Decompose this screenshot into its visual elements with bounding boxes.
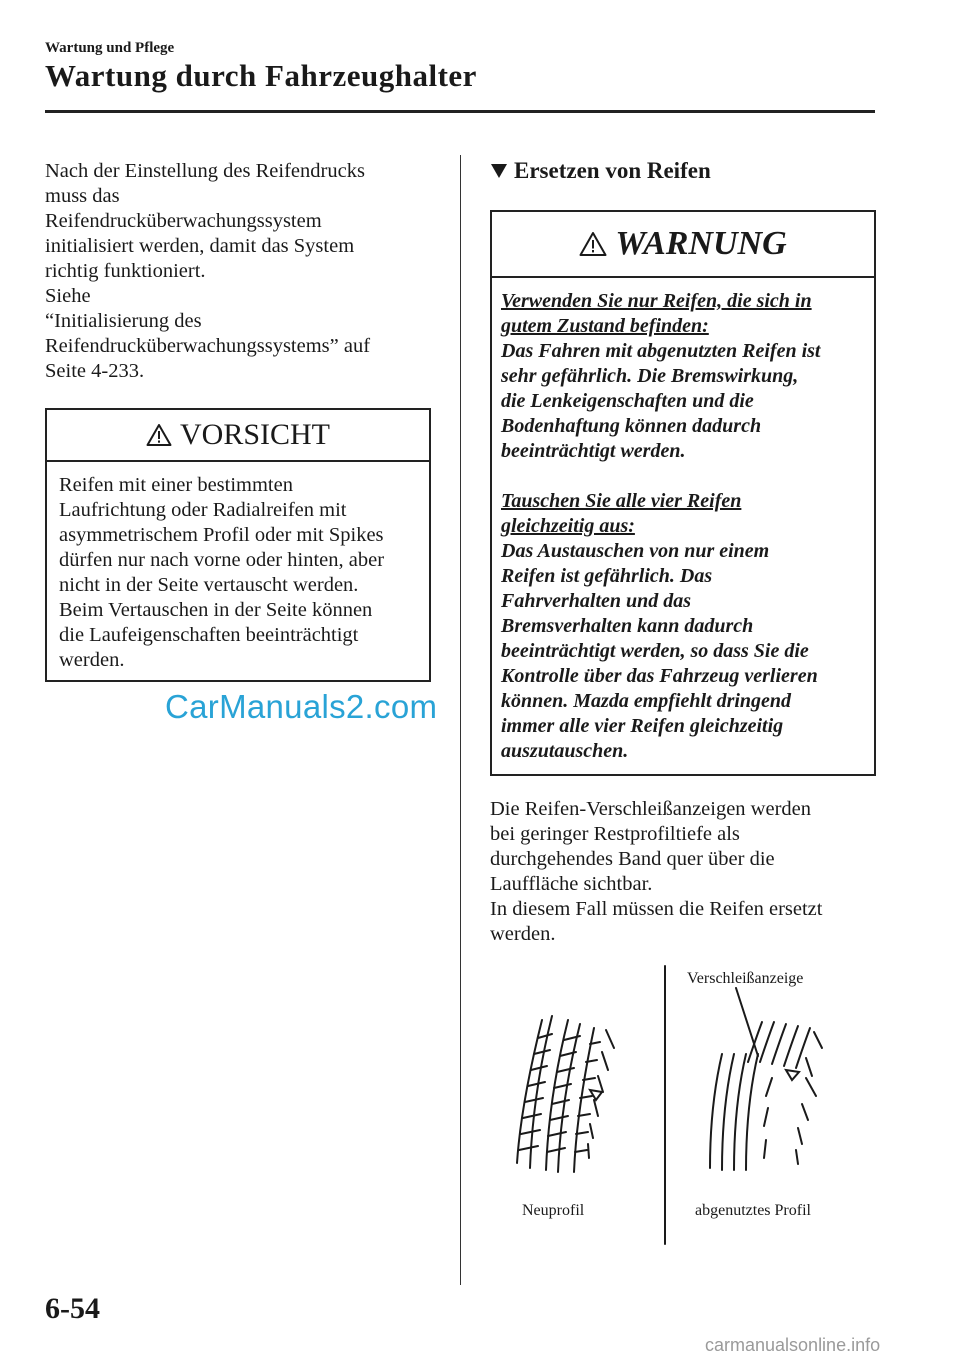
warning-line: Bodenhaftung können dadurch xyxy=(501,415,762,437)
body-line: In diesem Fall müssen die Reifen ersetzt xyxy=(490,898,823,920)
caution-line: Reifen mit einer bestimmten xyxy=(59,474,293,496)
body-line: Lauffläche sichtbar. xyxy=(490,873,653,895)
intro-line: Seite 4-233. xyxy=(45,360,145,382)
new-tread-pattern xyxy=(517,1016,614,1172)
caution-title: VORSICHT xyxy=(179,418,330,451)
intro-line: muss das xyxy=(45,185,120,207)
watermark: CarManuals2.com xyxy=(165,688,438,725)
warning-heading-line: Tauschen Sie alle vier Reifen xyxy=(501,490,742,512)
warning-line: Reifen ist gefährlich. Das xyxy=(501,565,713,587)
section-heading-text: Ersetzen von Reifen xyxy=(514,158,711,183)
warning-line: Das Fahren mit abgenutzten Reifen ist xyxy=(501,340,821,362)
caution-line: asymmetrischem Profil oder mit Spikes xyxy=(59,524,384,546)
column-divider xyxy=(460,155,461,1285)
body-line: bei geringer Restprofiltiefe als xyxy=(490,823,740,845)
intro-line: Siehe xyxy=(45,285,91,307)
title-rule xyxy=(45,110,875,113)
indicator-leader-line xyxy=(736,988,758,1056)
warning-line: Kontrolle über das Fahrzeug verlieren xyxy=(501,665,818,687)
warning-text xyxy=(492,278,874,764)
indicator-label: Verschleißanzeige xyxy=(687,970,804,987)
warning-heading-line: gleichzeitig aus: xyxy=(501,515,635,537)
intro-line: initialisiert werden, damit das System xyxy=(45,235,355,257)
warning-line: die Lenkeigenschaften und die xyxy=(501,390,754,412)
caution-line: die Laufeigenschaften beeinträchtigt xyxy=(59,624,359,646)
worn-tread-label: abgenutztes Profil xyxy=(695,1202,811,1219)
warning-spacer xyxy=(501,464,874,489)
body-paragraph xyxy=(490,797,822,947)
warning-box xyxy=(490,210,876,776)
section-heading xyxy=(490,158,711,184)
page-title: Wartung durch Fahrzeughalter xyxy=(45,58,477,93)
caution-text xyxy=(47,462,429,673)
body-line: Die Reifen-Verschleißanzeigen werden xyxy=(490,798,812,820)
caution-line: nicht in der Seite vertauscht werden. xyxy=(59,574,359,596)
intro-paragraph xyxy=(45,159,370,384)
body-line: werden. xyxy=(490,923,556,945)
caution-line: dürfen nur nach vorne oder hinten, aber xyxy=(59,549,385,571)
warning-line: auszutauschen. xyxy=(501,740,629,762)
caution-header xyxy=(47,410,429,462)
intro-line: richtig funktioniert. xyxy=(45,260,206,282)
warning-line: immer alle vier Reifen gleichzeitig xyxy=(501,715,784,737)
warning-heading-line: gutem Zustand befinden: xyxy=(501,315,709,337)
warning-line: Bremsverhalten kann dadurch xyxy=(501,615,754,637)
caution-line: Beim Vertauschen in der Seite können xyxy=(59,599,373,621)
warning-title: WARNUNG xyxy=(615,225,787,262)
new-tread-label: Neuprofil xyxy=(522,1202,585,1219)
caution-line: werden. xyxy=(59,649,125,671)
warning-heading-line: Verwenden Sie nur Reifen, die sich in xyxy=(501,290,812,312)
warning-line: beeinträchtigt werden. xyxy=(501,440,686,462)
warning-line: beeinträchtigt werden, so dass Sie die xyxy=(501,640,809,662)
intro-line: Nach der Einstellung des Reifendrucks xyxy=(45,160,365,182)
tread-figure xyxy=(490,958,876,1248)
section-label: Wartung und Pflege xyxy=(45,40,175,56)
worn-tread-pattern xyxy=(710,988,822,1170)
intro-line: “Initialisierung des xyxy=(45,310,202,332)
page-number: 6-54 xyxy=(45,1292,100,1325)
warning-line: Das Austauschen von nur einem xyxy=(501,540,770,562)
warning-triangle-icon xyxy=(579,231,607,257)
body-line: durchgehendes Band quer über die xyxy=(490,848,775,870)
warning-line: Fahrverhalten und das xyxy=(501,590,692,612)
warning-triangle-icon xyxy=(146,423,172,447)
warning-line: sehr gefährlich. Die Bremswirkung, xyxy=(501,365,799,387)
intro-line: Reifendrucküberwachungssystems” auf xyxy=(45,335,371,357)
caution-line: Laufrichtung oder Radialreifen mit xyxy=(59,499,347,521)
warning-line: können. Mazda empfiehlt dringend xyxy=(501,690,792,712)
caution-box xyxy=(45,408,431,682)
triangle-down-icon xyxy=(490,163,508,179)
warning-header xyxy=(492,212,874,278)
intro-line: Reifendrucküberwachungssystem xyxy=(45,210,322,232)
site-mark: carmanualsonline.info xyxy=(705,1335,881,1355)
